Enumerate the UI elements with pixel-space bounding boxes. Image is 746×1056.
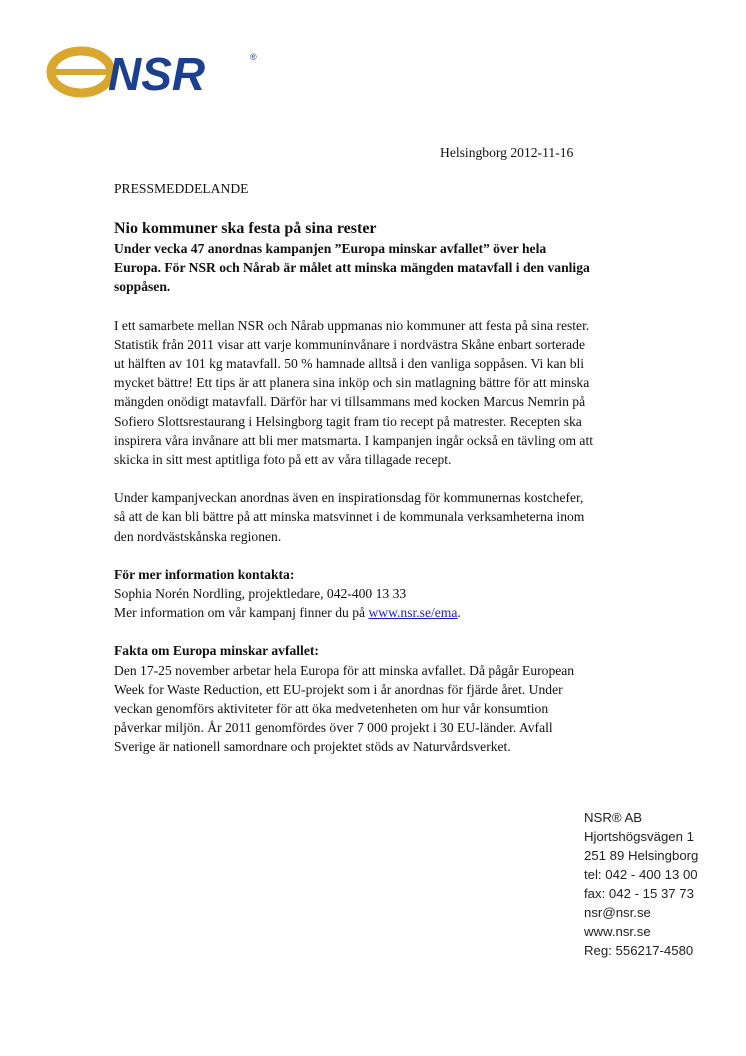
date-line: Helsingborg 2012-11-16	[440, 145, 574, 160]
company-email: nsr@nsr.se	[584, 905, 651, 920]
headline: Nio kommuner ska festa på sina rester	[114, 220, 377, 237]
nsr-logo	[44, 42, 264, 102]
info-section	[114, 565, 594, 623]
body-paragraph-1: I ett samarbete mellan NSR och Nårab uppmanas nio kommuner att festa på sina rester. Statistik från 2011 visar att varje kommuninvånare i nordvästra Skåne enbart sorterade ut hälften av 101 kg matavfall. 50 % hamnade alltså i den vanliga soppåsen. Vi kan bli mycket bättre! Ett tips är att planera sina inköp och sin matlagning bättre för att minska mängden onödigt matavfall. Därför har vi tillsammans med kocken Marcus Nemrin på Sofiero Slottsrestaurang i Helsingborg tagit fram tio recept på matrester. Recepten ska inspirera våra invånare att bli mer matsmarta. I kampanjen ingår också en tävling om att skicka in sitt mest aptitliga foto på ett av våra tillagade recept.	[114, 317, 594, 468]
company-reg: Reg: 556217-4580	[584, 943, 694, 958]
body-paragraph-2: Under kampanjveckan anordnas även en inspirationsdag för kommunernas kostchefer, så att de kan bli bättre på att minska matsvinnet i de kommunala verksamheterna inom den nordvästskånska regionen.	[114, 490, 585, 544]
facts-body: Den 17-25 november arbetar hela Europa för att minska avfallet. Då pågår European Week for Waste Reduction, ett EU-projekt som i år anordnas för fjärde året. Under veckan genomförs aktiviteter för att öka medvetenheten om hur vår konsumtion påverkar miljön. År 2011 genomfördes över 7 000 projekt i 30 EU-länder. Avfall Sverige är nationell samordnare och projektet stöds av Naturvårdsverket.	[114, 662, 575, 755]
info-more-prefix: Mer information om vår kampanj finner du på	[114, 605, 369, 621]
company-name: NSR® AB	[584, 810, 643, 825]
company-fax: fax: 042 - 15 37 73	[584, 886, 694, 901]
campaign-link[interactable]: www.nsr.se/ema	[368, 605, 458, 621]
info-more-suffix: .	[457, 605, 461, 621]
facts-section	[114, 641, 594, 756]
company-tel: tel: 042 - 400 13 00	[584, 867, 698, 882]
document-type: PRESSMEDDELANDE	[114, 181, 249, 196]
info-contact-line: Sophia Norén Nordling, projektledare, 042-400 13 33	[114, 586, 407, 602]
info-heading: För mer information kontakta:	[114, 566, 295, 582]
facts-heading: Fakta om Europa minskar avfallet:	[114, 643, 319, 659]
company-postal: 251 89 Helsingborg	[584, 848, 699, 863]
logo-text: NSR	[108, 48, 206, 100]
lead-paragraph: Under vecka 47 anordnas kampanjen ”Europa minskar avfallet” över hela Europa. För NSR och Nårab är målet att minska mängden matavfall i den vanliga soppåsen.	[114, 241, 590, 295]
info-more-line	[114, 603, 594, 622]
company-web: www.nsr.se	[584, 924, 651, 939]
press-release-body	[114, 219, 594, 757]
company-street: Hjortshögsvägen 1	[584, 829, 694, 844]
company-contact-block	[584, 808, 734, 960]
logo-registered-mark: ®	[250, 52, 257, 62]
